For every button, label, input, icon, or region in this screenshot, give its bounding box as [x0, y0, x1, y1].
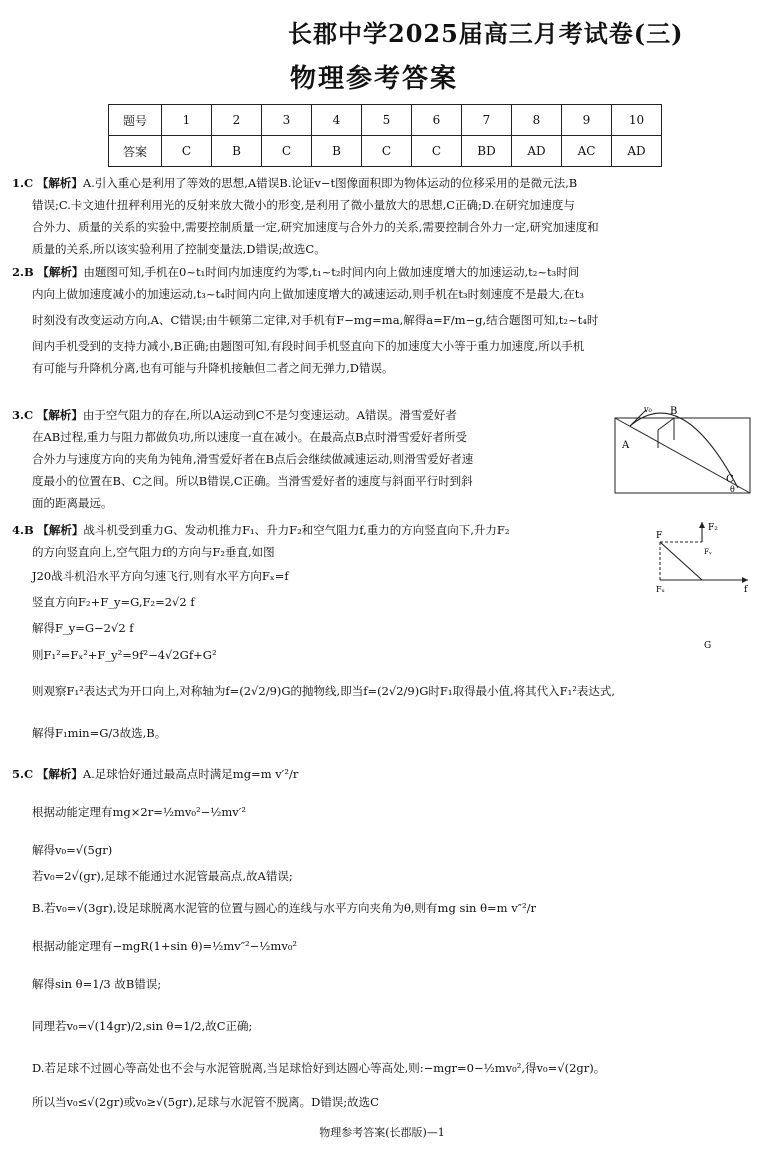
solution-q2	[12, 261, 598, 379]
label-a: A	[622, 440, 630, 451]
drag-arrowhead	[742, 577, 748, 583]
answer-key-heading: 物理参考答案	[290, 64, 459, 94]
q5-line: 若v₀=2√(gr),足球不能通过水泥管最高点,故A错误;	[32, 869, 293, 883]
solution-q4	[12, 519, 615, 753]
label-theta: θ	[730, 485, 735, 494]
q2-number: 2.B	[12, 265, 34, 279]
ski-jump-figure	[612, 400, 754, 496]
question-number: 8	[512, 105, 562, 136]
q3-line: 度最小的位置在B、C之间。所以B错误,C正确。当滑雪爱好者的速度与斜面平行时到斜	[32, 474, 473, 488]
q5-line: 所以当v₀≤√(2gr)或v₀≥√(5gr),足球与水泥管不脱离。D错误;故选C	[32, 1095, 379, 1109]
label-b: B	[670, 406, 678, 417]
q3-line: 在AB过程,重力与阻力都做负功,所以速度一直在减小。在最高点B点时滑雪爱好者所受	[32, 430, 468, 444]
answer-cell: AD	[512, 136, 562, 167]
q5-line: 根据动能定理有−mgR(1+sin θ)=½mv″²−½mv₀²	[32, 939, 298, 953]
force-arrow	[658, 418, 674, 430]
q1-line: 质量的关系,所以该实验利用了控制变量法,D错误;故选C。	[32, 242, 326, 256]
analysis-tag: 【解析】	[37, 523, 84, 537]
q1-line: 错误;C.卡文迪什扭秤利用光的反射来放大微小的形变,是利用了微小量放大的思想,C正确;D.在研究加速度与	[32, 198, 575, 212]
q5-line: 解得sin θ=1/3 故B错误;	[32, 977, 162, 991]
answer-cell: BD	[462, 136, 512, 167]
question-number: 3	[262, 105, 312, 136]
thrust-vector	[660, 542, 702, 580]
answer-row	[109, 136, 662, 167]
q4-line: 解得F_y=G−2√2 f	[32, 621, 134, 635]
q4-line: J20战斗机沿水平方向匀速飞行,则有水平方向Fₓ=f	[32, 569, 289, 583]
question-number-row	[109, 105, 662, 136]
q3-line: 合外力与速度方向的夹角为钝角,滑雪爱好者在B点后会继续做减速运动,则滑雪爱好者速	[32, 452, 474, 466]
analysis-tag: 【解析】	[36, 176, 83, 190]
analysis-tag: 【解析】	[36, 408, 83, 422]
question-number: 10	[612, 105, 662, 136]
answer-cell: AD	[612, 136, 662, 167]
answer-cell: B	[212, 136, 262, 167]
q1-line: 合外力、质量的关系的实验中,需要控制质量一定,研究加速度与合外力的关系,需要控制合外力一定,研究加速度和	[32, 220, 599, 234]
label-fy: Fᵧ	[704, 548, 712, 556]
q4-line: 则观察F₁²表达式为开口向上,对称轴为f=(2√2/9)G的抛物线,即当f=(2√2/9)G时F₁取得最小值,将其代入F₁²表达式,	[32, 684, 616, 698]
row-label-number: 题号	[109, 105, 162, 136]
question-number: 7	[462, 105, 512, 136]
label-c: C	[726, 474, 734, 485]
answer-cell: C	[162, 136, 212, 167]
q5-number: 5.C	[12, 767, 34, 781]
q4-line: 的方向竖直向上,空气阻力f的方向与F₂垂直,如图	[32, 545, 275, 559]
label-v0: v₀	[644, 405, 652, 414]
q2-line: 内向上做加速度减小的加速运动,t₃~t₄时间内向上做加速度增大的减速运动,则手机在t₃时刻速度不是最大,在t₃	[32, 287, 585, 301]
q3-line: 由于空气阻力的存在,所以A运动到C不是匀变速运动。A错误。滑雪爱好者	[82, 408, 457, 422]
q3-line: 面的距离最远。	[32, 496, 113, 510]
q4-line: 则F₁²=Fₓ²+F_y²=9f²−4√2Gf+G²	[32, 648, 217, 662]
q5-line: 同理若v₀=√(14gr)/2,sin θ=1/2,故C正确;	[32, 1019, 253, 1033]
solution-q3	[12, 404, 473, 514]
q2-line: 有可能与升降机分离,也有可能与升降机接触但二者之间无弹力,D错误。	[32, 361, 394, 375]
q4-number: 4.B	[12, 523, 34, 537]
question-number: 6	[412, 105, 462, 136]
q5-line: D.若足球不过圆心等高处也不会与水泥管脱离,当足球恰好到达圆心等高处,则:−mgr=0−½mv₀²,得v₀=√(2gr)。	[32, 1061, 606, 1075]
page-footer: 物理参考答案(长郡版)—1	[319, 1126, 445, 1139]
answer-cell: B	[312, 136, 362, 167]
answer-cell: C	[412, 136, 462, 167]
label-g: G	[704, 641, 712, 650]
q3-number: 3.C	[12, 408, 34, 422]
question-number: 5	[362, 105, 412, 136]
question-number: 2	[212, 105, 262, 136]
q2-line: 时刻没有改变运动方向,A、C错误;由牛顿第二定律,对手机有F−mg=ma,解得a=F/m−g,结合题图可知,t₂~t₄时	[32, 313, 599, 327]
answer-table	[108, 104, 662, 167]
label-f: f	[744, 585, 748, 595]
q4-line: 解得F₁min=G/3故选,B。	[32, 726, 167, 740]
label-f2: F₂	[708, 523, 718, 533]
q1-line: A.引入重心是利用了等效的思想,A错误B.论证v−t图像面积即为物体运动的位移采用的是微元法,B	[82, 176, 578, 190]
exam-title: 长郡中学2025届高三月考试卷(三)	[288, 19, 684, 48]
q4-line: 战斗机受到重力G、发动机推力F₁、升力F₂和空气阻力f,重力的方向竖直向下,升力F₂	[83, 523, 510, 537]
q1-number: 1.C	[12, 176, 34, 190]
answer-cell: C	[262, 136, 312, 167]
q4-line: 竖直方向F₂+F_y=G,F₂=2√2 f	[32, 595, 195, 609]
question-number: 1	[162, 105, 212, 136]
analysis-tag: 【解析】	[36, 767, 83, 781]
q2-line: 间内手机受到的支持力减小,B正确;由题图可知,有段时间手机竖直向下的加速度大小等于重力加速度,所以手机	[32, 339, 585, 353]
q5-line: 根据动能定理有mg×2r=½mv₀²−½mv′²	[32, 805, 247, 819]
row-label-answer: 答案	[109, 136, 162, 167]
q5-line: B.若v₀=√(3gr),设足球脱离水泥管的位置与圆心的连线与水平方向夹角为θ,则有mg sin θ=m v″²/r	[32, 901, 537, 915]
force-diagram	[652, 520, 756, 650]
q5-line: 解得v₀=√(5gr)	[32, 843, 113, 857]
label-f1: F	[656, 531, 663, 541]
q5-line: A.足球恰好通过最高点时满足mg=m v′²/r	[82, 767, 299, 781]
solution-q1	[12, 172, 599, 260]
question-number: 4	[312, 105, 362, 136]
lift-arrowhead	[699, 522, 705, 528]
q2-line: 由题图可知,手机在0~t₁时间内加速度约为零,t₁~t₂时间内向上做加速度增大的加速运动,t₂~t₃时间	[83, 265, 580, 279]
label-fx: Fₓ	[656, 585, 665, 594]
answer-cell: AC	[562, 136, 612, 167]
answer-cell: C	[362, 136, 412, 167]
question-number: 9	[562, 105, 612, 136]
analysis-tag: 【解析】	[37, 265, 84, 279]
